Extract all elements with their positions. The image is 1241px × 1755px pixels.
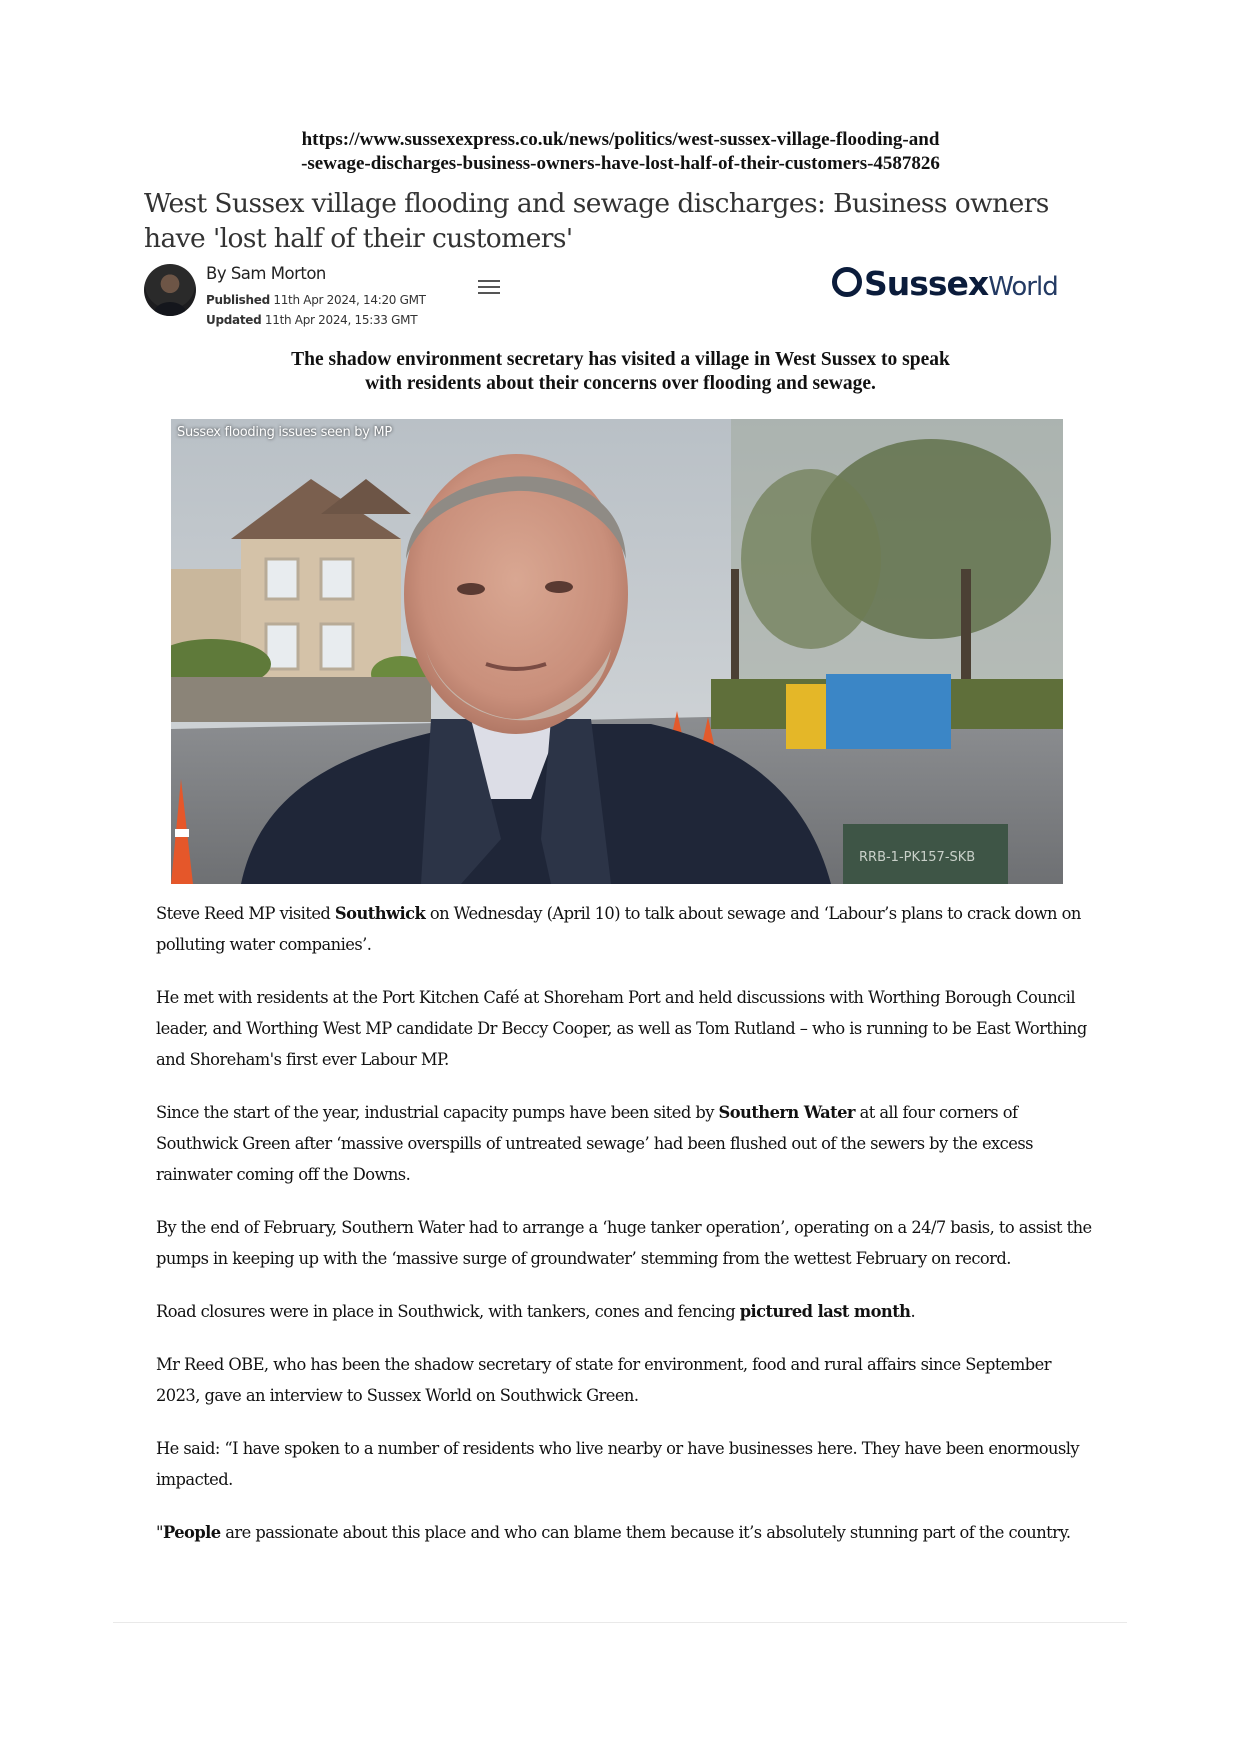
cabinet-plate: RRB-1-PK157-SKB bbox=[859, 850, 976, 865]
paragraph-5 bbox=[156, 1296, 1096, 1327]
author-name[interactable]: By Sam Morton bbox=[206, 264, 326, 283]
article-standfirst bbox=[0, 348, 1241, 396]
updated-date: 11th Apr 2024, 15:33 GMT bbox=[264, 313, 418, 327]
footer-divider bbox=[113, 1622, 1127, 1623]
byline bbox=[144, 262, 1104, 332]
pictured-last-month-link[interactable]: pictured last month bbox=[739, 1302, 911, 1321]
paragraph-6: Mr Reed OBE, who has been the shadow secretary of state for environment, food and rural affairs since September 2023, gave an interview to Sussex World on Southwick Green. bbox=[156, 1355, 1051, 1405]
source-url[interactable] bbox=[0, 128, 1241, 176]
people-link[interactable]: People bbox=[162, 1523, 221, 1542]
p3-text-b: at all four corners of Southwick Green after ‘massive overspills of untreated sewage’ had been flushed out of the sewers by the excess rainwater coming off the Downs. bbox=[156, 1103, 1033, 1184]
article-dates bbox=[206, 290, 426, 330]
article-headline: West Sussex village flooding and sewage discharges: Business owners have 'lost half of their customers' bbox=[144, 188, 1049, 254]
published-label: Published bbox=[206, 293, 270, 307]
p8-text-b: are passionate about this place and who can blame them because it’s absolutely stunning part of the country. bbox=[220, 1523, 1071, 1542]
article-body bbox=[156, 898, 1096, 1570]
standfirst-line-2: with residents about their concerns over flooding and sewage. bbox=[365, 373, 876, 394]
p8-text-a: " bbox=[156, 1523, 163, 1542]
paragraph-3 bbox=[156, 1097, 1096, 1190]
sussex-world-logo[interactable] bbox=[832, 264, 1058, 304]
updated-label: Updated bbox=[206, 313, 262, 327]
hamburger-menu-icon[interactable] bbox=[478, 280, 500, 296]
paragraph-2: He met with residents at the Port Kitchen Café at Shoreham Port and held discussions with Worthing Borough Council leader, and Worthing West MP candidate Dr Beccy Cooper, as well as Tom Rutland – who is running to be East Worthing and Shoreham's first ever Labour MP. bbox=[156, 988, 1087, 1069]
paragraph-8 bbox=[156, 1517, 1096, 1548]
construction-sign bbox=[826, 674, 951, 749]
photo-illustration bbox=[171, 419, 1063, 884]
author-avatar[interactable] bbox=[144, 264, 196, 316]
p5-text-a: Road closures were in place in Southwick, with tankers, cones and fencing bbox=[156, 1302, 740, 1321]
source-url-line-2: -sewage-discharges-business-owners-have-lost-half-of-their-customers-4587826 bbox=[301, 153, 940, 174]
paragraph-1 bbox=[156, 898, 1096, 960]
p1-text-b: on Wednesday (April 10) to talk about sewage and ‘Labour’s plans to crack down on polluting water companies’. bbox=[156, 904, 1081, 954]
published-date: 11th Apr 2024, 14:20 GMT bbox=[273, 293, 426, 307]
logo-name: Sussex bbox=[864, 264, 989, 303]
southern-water-link[interactable]: Southern Water bbox=[718, 1103, 855, 1122]
p3-text-a: Since the start of the year, industrial capacity pumps have been sited by bbox=[156, 1103, 719, 1122]
logo-ring-icon bbox=[832, 267, 862, 297]
source-url-line-1: https://www.sussexexpress.co.uk/news/politics/west-sussex-village-flooding-and bbox=[301, 129, 940, 150]
photo-caption: Sussex flooding issues seen by MP bbox=[177, 425, 392, 440]
paragraph-4: By the end of February, Southern Water had to arrange a ‘huge tanker operation’, operating on a 24/7 basis, to assist the pumps in keeping up with the ‘massive surge of groundwater’ stemming from the wettest February on record. bbox=[156, 1218, 1092, 1268]
southwick-link[interactable]: Southwick bbox=[334, 904, 426, 923]
p5-text-b: . bbox=[910, 1302, 916, 1321]
article-photo[interactable] bbox=[171, 419, 1063, 884]
p1-text-a: Steve Reed MP visited bbox=[156, 904, 335, 923]
standfirst-line-1: The shadow environment secretary has visited a village in West Sussex to speak bbox=[291, 349, 950, 370]
logo-world: World bbox=[988, 272, 1058, 302]
paragraph-7: He said: “I have spoken to a number of residents who live nearby or have businesses here. They have been enormously impacted. bbox=[156, 1439, 1080, 1489]
